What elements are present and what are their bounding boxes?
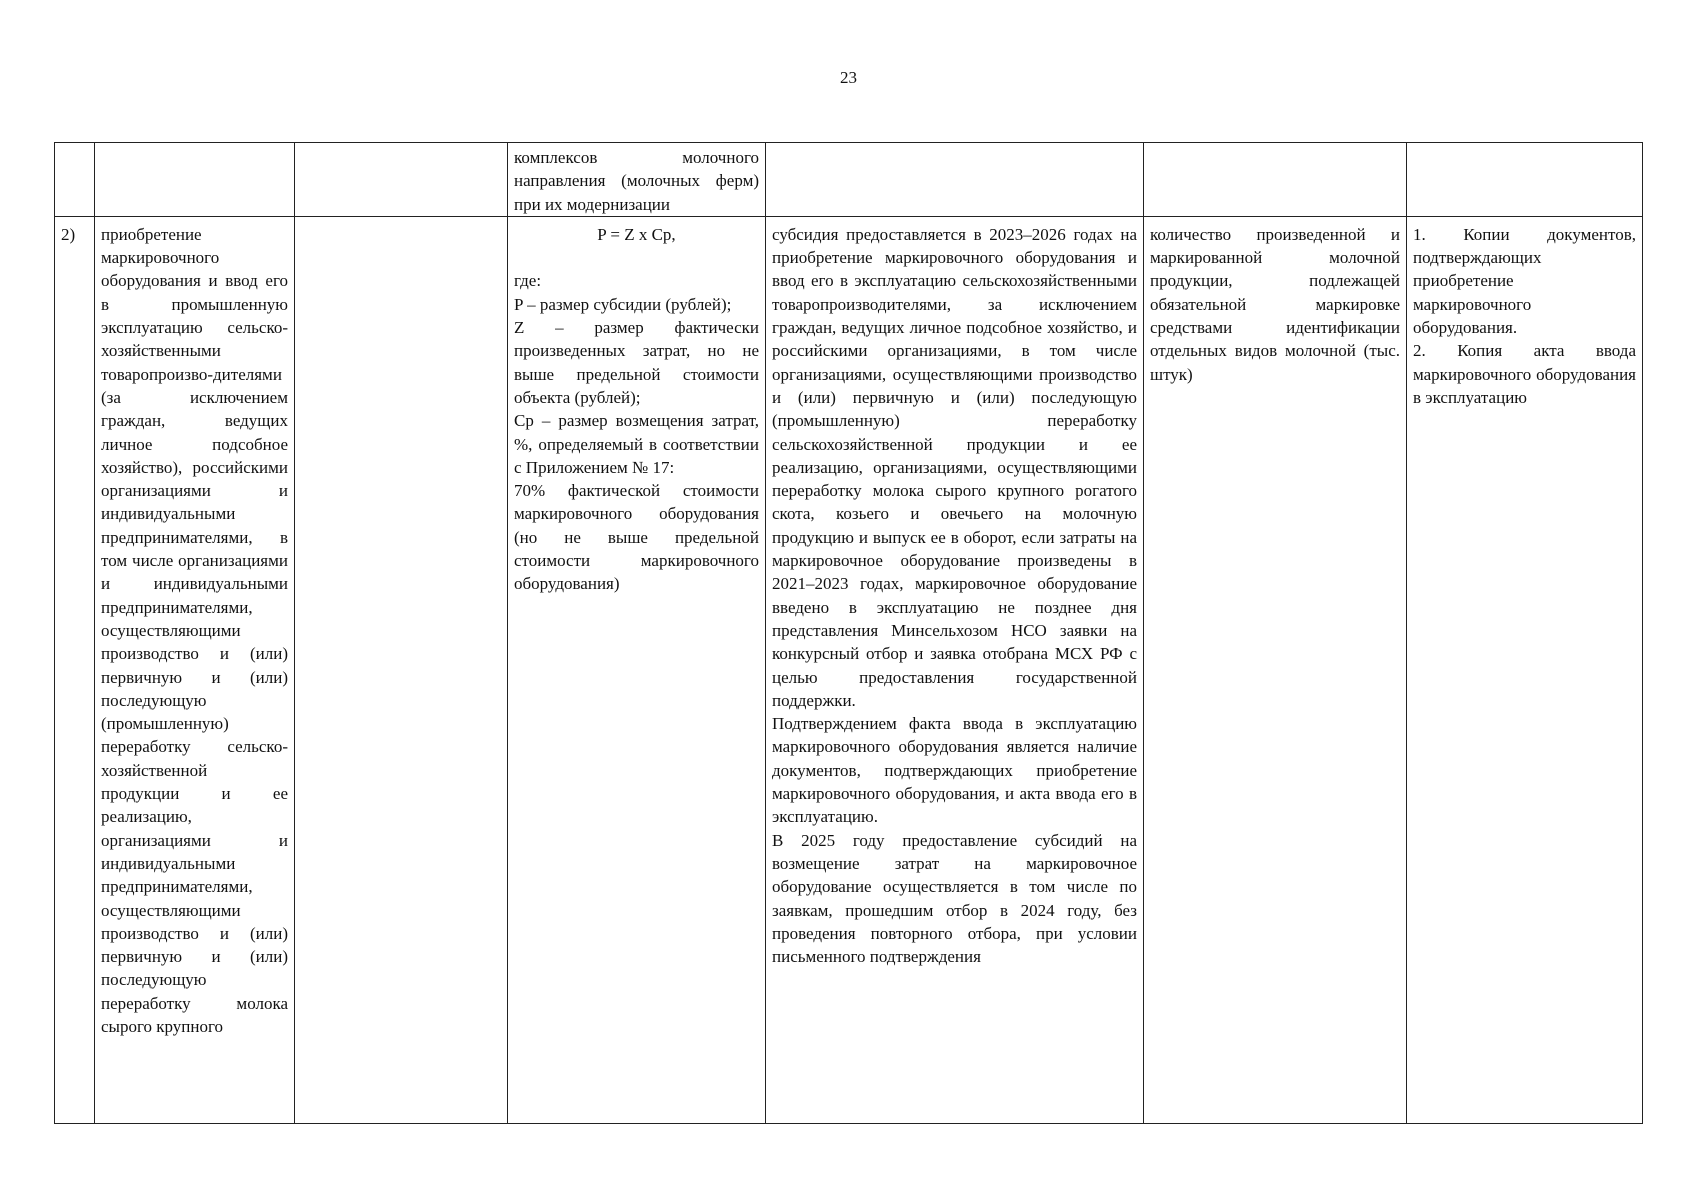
cell-indicator-empty xyxy=(1144,143,1407,217)
direction-cell: приобретение маркировочного оборудования и ввод его в промышленную эксплуатацию сельско-хозяйственными товаропроизво-дителями (за исключением граждан, ведущих личное подсобное хозяйство), российскими организациями и индивидуальными предпринимателями, в том числе организациями и индивидуальными предпринимателями, осуществляющими производство и (или) первичную и (или) последующую (промышленную) переработку сельско-хозяйственной продукции и ее реализацию, организациями и индивидуальными предпринимателями, осуществляющими производство и (или) первичную и (или) последующую переработку молока сырого крупного xyxy=(95,216,295,1123)
table-row xyxy=(55,216,1643,1123)
subsidy-table xyxy=(54,142,1643,1124)
cell-conditions-empty xyxy=(766,143,1144,217)
row-number: 2) xyxy=(55,216,95,1123)
formula-cp-definition: Cp – размер возмещения затрат, %, определяемый в соответствии с Приложением № 17: xyxy=(514,411,759,477)
formula-equation: P = Z x Cp, xyxy=(597,224,676,244)
cell-documents-empty xyxy=(1407,143,1643,217)
conditions-paragraph-3: В 2025 году предоставление субсидий на возмещение затрат на маркировочное оборудование осуществляется в том числе по заявкам, прошедшим отбор в 2024 году, без проведения повторного отбора, при условии письменного подтверждения xyxy=(772,830,1137,967)
indicator-cell: количество произведенной и маркированной молочной продукции, подлежащей обязательной маркировке средствами идентификации отдельных видов молочной (тыс. штук) xyxy=(1144,216,1407,1123)
table-row-continuation xyxy=(55,143,1643,217)
conditions-cell xyxy=(766,216,1144,1123)
page-number: 23 xyxy=(840,68,857,87)
empty-cell xyxy=(295,216,508,1123)
document-item-1: 1. Копии документов, подтверждающих приобретение маркировочного оборудования. xyxy=(1413,224,1636,338)
conditions-paragraph-1: субсидия предоставляется в 2023–2026 годах на приобретение маркировочного оборудования и ввод его в эксплуатацию сельскохозяйственными товаропроизводителями, за исключением граждан, ведущих личное подсобное хозяйство, и российскими организациями, в том числе организациями, осуществляющими производство и (или) первичную и (или) последующую (промышленную) переработку сельскохозяйственной продукции и ее реализацию, организациями, осуществляющими переработку молока сырого крупного рогатого скота, козьего и овечьего на молочную продукцию и выпуск ее в оборот, если затраты на маркировочное оборудование произведены в 2021–2023 годах, маркировочное оборудование введено в эксплуатацию не позднее дня представления Минсельхозом НСО заявки на конкурсный отбор и заявка отобрана МСХ РФ с целью предоставления государственной поддержки. xyxy=(772,224,1137,710)
conditions-paragraph-2: Подтверждением факта ввода в эксплуатацию маркировочного оборудования является наличие документов, подтверждающих приобретение маркировочного оборудования, и акта ввода его в эксплуатацию. xyxy=(772,714,1137,827)
documents-cell xyxy=(1407,216,1643,1123)
formula-where: где: xyxy=(514,271,542,291)
cell-formula-continuation: комплексов молочного направления (молочных ферм) при их модернизации xyxy=(508,143,766,217)
cell-empty xyxy=(295,143,508,217)
formula-p-definition: P – размер субсидии (рублей); xyxy=(514,294,732,314)
document-item-2: 2. Копия акта ввода маркировочного оборудования в эксплуатацию xyxy=(1413,341,1636,407)
cell-direction-empty xyxy=(95,143,295,217)
formula-rate-definition: 70% фактической стоимости маркировочного оборудования (но не выше предельной стоимости маркировочного оборудования) xyxy=(514,481,759,594)
formula-z-definition: Z – размер фактически произведенных затрат, но не выше предельной стоимости объекта (рублей); xyxy=(514,318,759,407)
cell-number-empty xyxy=(55,143,95,217)
formula-cell xyxy=(508,216,766,1123)
